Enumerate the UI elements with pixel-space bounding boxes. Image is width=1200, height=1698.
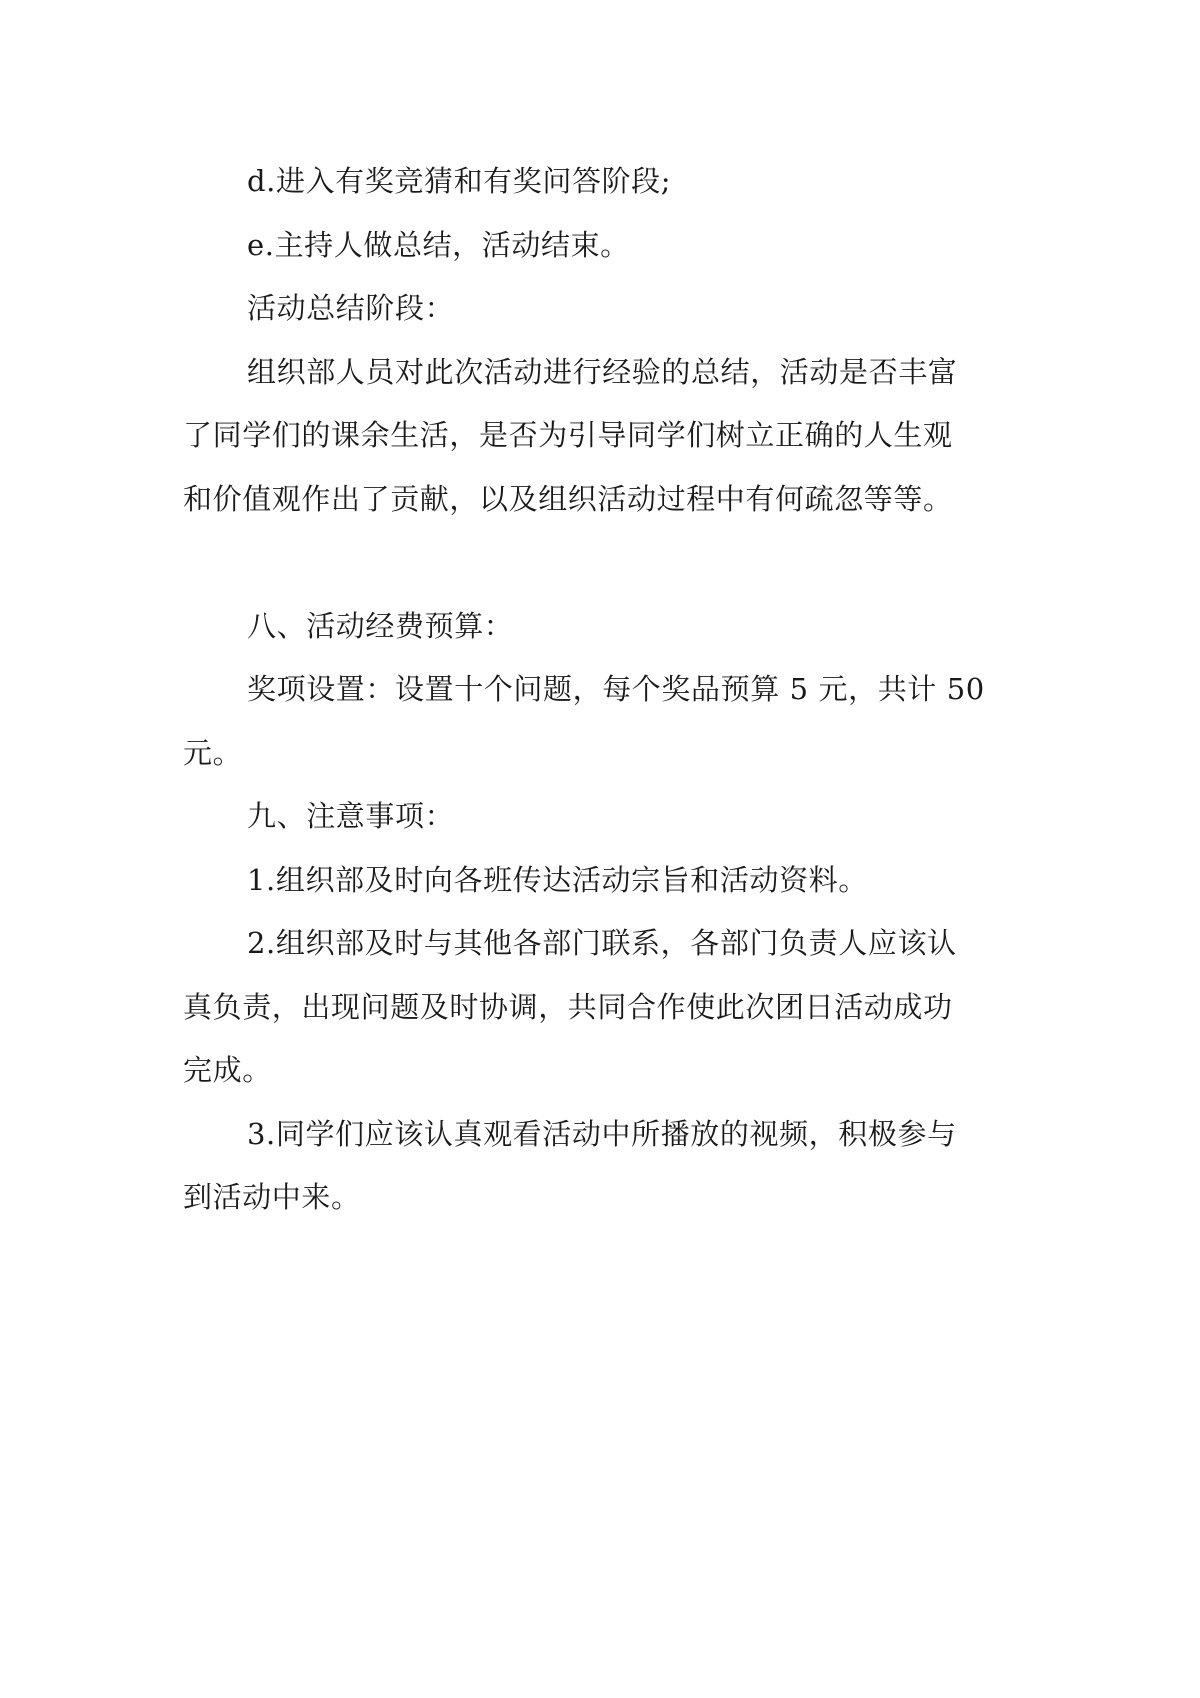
text-line: 元。 xyxy=(183,735,243,770)
text-line: d.进入有奖竞猜和有奖问答阶段; xyxy=(247,164,672,198)
text-line: 3.同学们应该认真观看活动中所播放的视频，积极参与 xyxy=(247,1116,957,1151)
text-line: 1.组织部及时向各班传达活动宗旨和活动资料。 xyxy=(247,862,868,897)
award-setting-paragraph xyxy=(183,658,1025,785)
text-line: 奖项设置：设置十个问题，每个奖品预算 5 元，共计 50 xyxy=(247,672,985,706)
text-line: 了同学们的课余生活，是否为引导同学们树立正确的人生观 xyxy=(183,418,953,452)
summary-stage-paragraph xyxy=(183,341,1025,532)
text-line: e.主持人做总结，活动结束。 xyxy=(247,227,630,262)
note-1-paragraph xyxy=(183,849,1025,913)
text-line: 到活动中来。 xyxy=(183,1180,361,1214)
text-line: 八、活动经费预算： xyxy=(247,608,514,643)
notes-section-heading xyxy=(183,785,1025,849)
text-line: 真负责，出现问题及时协调，共同合作使此次团日活动成功 xyxy=(183,989,953,1024)
text-line: 组织部人员对此次活动进行经验的总结，活动是否丰富 xyxy=(247,354,958,389)
section-spacer xyxy=(183,531,1025,595)
text-line: 完成。 xyxy=(183,1053,272,1087)
note-2-paragraph xyxy=(183,912,1025,1103)
text-line: 2.组织部及时与其他各部门联系，各部门负责人应该认 xyxy=(247,926,957,960)
text-line: 和价值观作出了贡献，以及组织活动过程中有何疏忽等等。 xyxy=(183,481,953,516)
note-3-paragraph xyxy=(183,1103,1025,1230)
document-page xyxy=(183,150,1025,1230)
text-line: 九、注意事项： xyxy=(247,799,455,833)
step-e-paragraph xyxy=(183,214,1025,278)
text-line: 活动总结阶段： xyxy=(247,291,455,325)
step-d-paragraph xyxy=(183,150,1025,214)
summary-stage-heading xyxy=(183,277,1025,341)
budget-section-heading xyxy=(183,595,1025,659)
